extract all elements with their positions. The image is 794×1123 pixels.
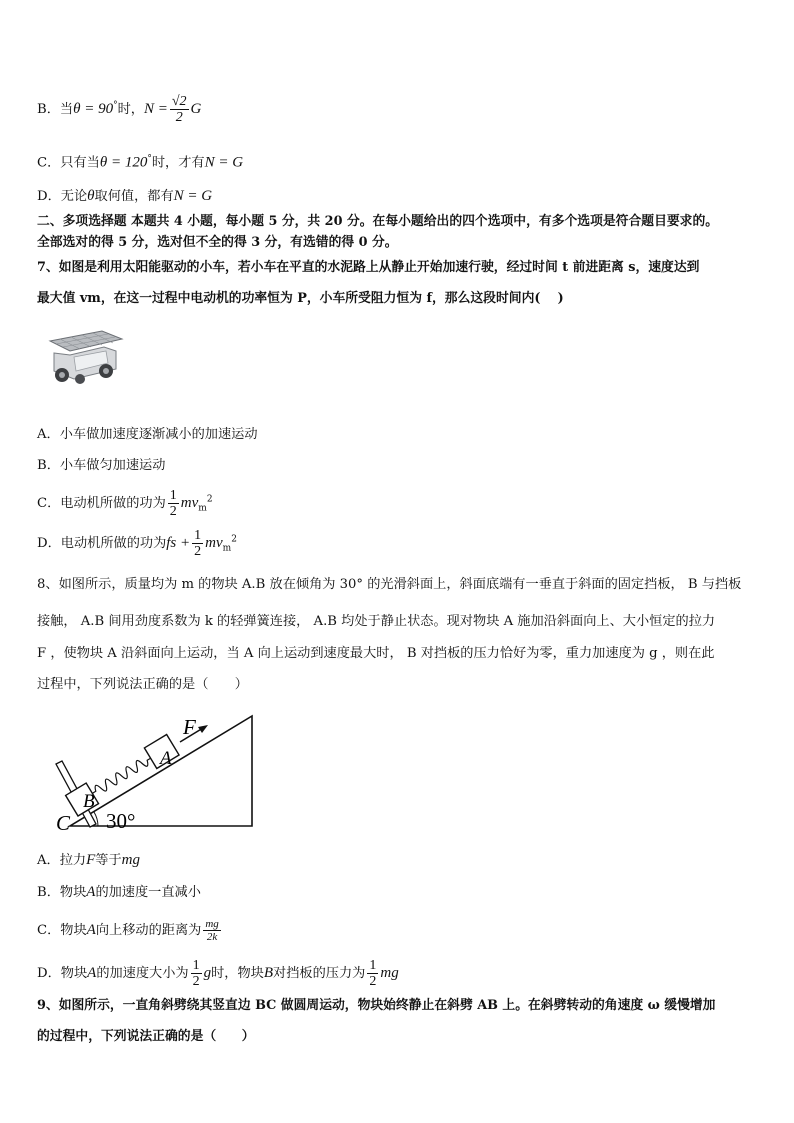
q9-stem-line1: 9、如图所示，一直角斜劈绕其竖直边 BC 做圆周运动，物块始终静止在斜劈 AB 上。在斜劈转动的角速度 ω 缓慢增加 (37, 998, 716, 1013)
q8-option-a-label: A．拉力 (37, 853, 87, 868)
fraction-numerator: 1 (369, 958, 377, 973)
q6-option-c-mid: 时，才有 (151, 155, 205, 171)
q8-option-a (37, 851, 140, 870)
q6-option-b (37, 94, 201, 125)
q8-stem-line2: 接触， A.B 间用劲度系数为 k 的轻弹簧连接， A.B 均处于静止状态。现对物块 A 施加沿斜面向上、大小恒定的拉力 (37, 614, 716, 629)
q6-option-d (37, 187, 212, 206)
q6-option-b-mid: 时， (117, 102, 144, 117)
q8-option-d-b: B (263, 965, 274, 981)
wheel-middle (75, 374, 85, 384)
q8-option-d-label: D．物块 (37, 966, 88, 981)
q7-option-c-fraction (168, 488, 179, 519)
q7-option-d-expr: mv (205, 535, 223, 551)
subscript-m: m (198, 503, 207, 514)
section2-line1: 二、多项选择题 本题共 4 小题，每小题 5 分，共 20 分。在每小题给出的四个选项中，有多个选项是符合题目要求的。 (37, 214, 719, 229)
label-a: A (160, 748, 172, 769)
q8-option-d-a: A (87, 965, 97, 981)
incline-figure (50, 712, 260, 834)
q7-option-d (37, 528, 237, 559)
q8-option-d-fraction1 (191, 958, 202, 989)
q8-option-c-mid: 向上移动的距离为 (95, 923, 202, 938)
solar-car-image (44, 327, 126, 389)
q8-option-b (37, 883, 201, 902)
q8-option-a-mid: 等于 (95, 853, 122, 868)
incline-triangle (70, 716, 252, 826)
q6-option-c-degree: ° (147, 154, 152, 164)
fraction-numerator: 1 (192, 958, 200, 973)
q8-option-d-mid3: 对挡板的压力为 (273, 966, 366, 981)
q6-option-d-mid: 取何值，都有 (94, 189, 174, 204)
q8-stem-line4: 过程中，下列说法正确的是（ ） (37, 677, 248, 692)
fraction-numerator: 1 (194, 528, 202, 543)
q7-option-c (37, 488, 213, 519)
fraction-denominator: 2k (206, 931, 218, 943)
q8-option-d-mid1: 的加速度大小为 (96, 966, 189, 981)
q8-option-d (37, 958, 399, 989)
q7-option-c-label: C．电动机所做的功为 (37, 496, 166, 511)
label-b: B (83, 791, 95, 812)
fraction-numerator: √2 (171, 94, 187, 109)
q8-option-a-expr: mg (121, 852, 140, 868)
q6-option-b-degree: ° (113, 100, 118, 111)
q8-option-c-a: A (86, 922, 96, 938)
fraction-denominator: 2 (194, 544, 202, 559)
q6-option-b-theta: θ = 90 (73, 101, 114, 117)
force-arrowhead (198, 725, 208, 733)
fraction-denominator: 2 (169, 504, 177, 519)
subscript-m: m (222, 543, 232, 554)
q8-option-b-a: A (86, 884, 96, 900)
label-c: C (56, 811, 71, 834)
q6-option-b-label: B．当 (37, 102, 74, 117)
q6-option-b-g: G (190, 101, 202, 117)
q8-option-c-label: C．物块 (37, 923, 87, 938)
spring (90, 754, 153, 798)
q8-option-d-g: g (203, 965, 212, 981)
fraction-numerator: mg (205, 918, 219, 930)
q8-option-d-mg: mg (380, 965, 399, 981)
fraction-denominator: 2 (175, 110, 183, 125)
q6-option-d-theta: θ (87, 188, 95, 204)
q7-option-d-pre: fs + (166, 535, 191, 551)
q7-stem-line1: 7、如图是利用太阳能驱动的小车，若小车在平直的水泥路上从静止开始加速行驶，经过时间 t 前进距离 s，速度达到 (37, 260, 700, 275)
q7-option-d-fraction (192, 528, 203, 559)
q6-option-c (37, 150, 243, 172)
section2-line2: 全部选对的得 5 分，选对但不全的得 3 分，有选错的得 0 分。 (37, 235, 398, 250)
label-f: F (183, 715, 196, 739)
q6-option-c-theta: θ = 120 (99, 154, 148, 171)
solar-panel (50, 331, 122, 351)
q9-stem-line2: 的过程中，下列说法正确的是（ ） (37, 1029, 255, 1044)
superscript-2: 2 (231, 534, 237, 545)
q8-option-a-f: F (86, 852, 96, 868)
fraction-numerator: 1 (169, 488, 177, 503)
q6-option-c-n: N = G (204, 154, 244, 171)
fraction-denominator: 2 (369, 974, 377, 989)
q7-option-b: B．小车做匀加速运动 (37, 458, 166, 473)
fraction-denominator: 2 (192, 974, 200, 989)
q7-stem-line2: 最大值 vm，在这一过程中电动机的功率恒为 P，小车所受阻力恒为 f，那么这段时间内( ) (37, 291, 564, 306)
q8-option-c-fraction (203, 918, 220, 943)
q6-option-d-label: D．无论 (37, 189, 88, 204)
q6-option-d-n: N = G (173, 188, 213, 204)
q8-stem-line3: F ，使物块 A 沿斜面向上运动，当 A 向上运动到速度最大时， B 对挡板的压力恰好为零，重力加速度为 g ，则在此 (37, 646, 715, 661)
q8-option-b-suffix: 的加速度一直减小 (95, 885, 201, 900)
q6-option-c-label: C．只有当 (37, 155, 100, 171)
q6-option-b-n: N = (143, 101, 168, 117)
q7-option-d-label: D．电动机所做的功为 (37, 536, 167, 551)
q7-option-a: A．小车做加速度逐渐减小的加速运动 (37, 427, 258, 442)
q8-option-d-fraction2 (367, 958, 378, 989)
q8-option-c (37, 918, 223, 943)
q8-stem-line1: 8、如图所示，质量均为 m 的物块 A.B 放在倾角为 30° 的光滑斜面上，斜面底端有一垂直于斜面的固定挡板， B 与挡板 (37, 577, 742, 592)
label-angle: 30° (106, 809, 136, 833)
q8-option-b-label: B．物块 (37, 885, 87, 900)
q6-option-b-fraction (170, 94, 189, 125)
superscript-2: 2 (206, 494, 213, 505)
q7-option-c-expr: mv (180, 495, 199, 511)
q8-option-d-mid2: 时，物块 (211, 966, 264, 981)
